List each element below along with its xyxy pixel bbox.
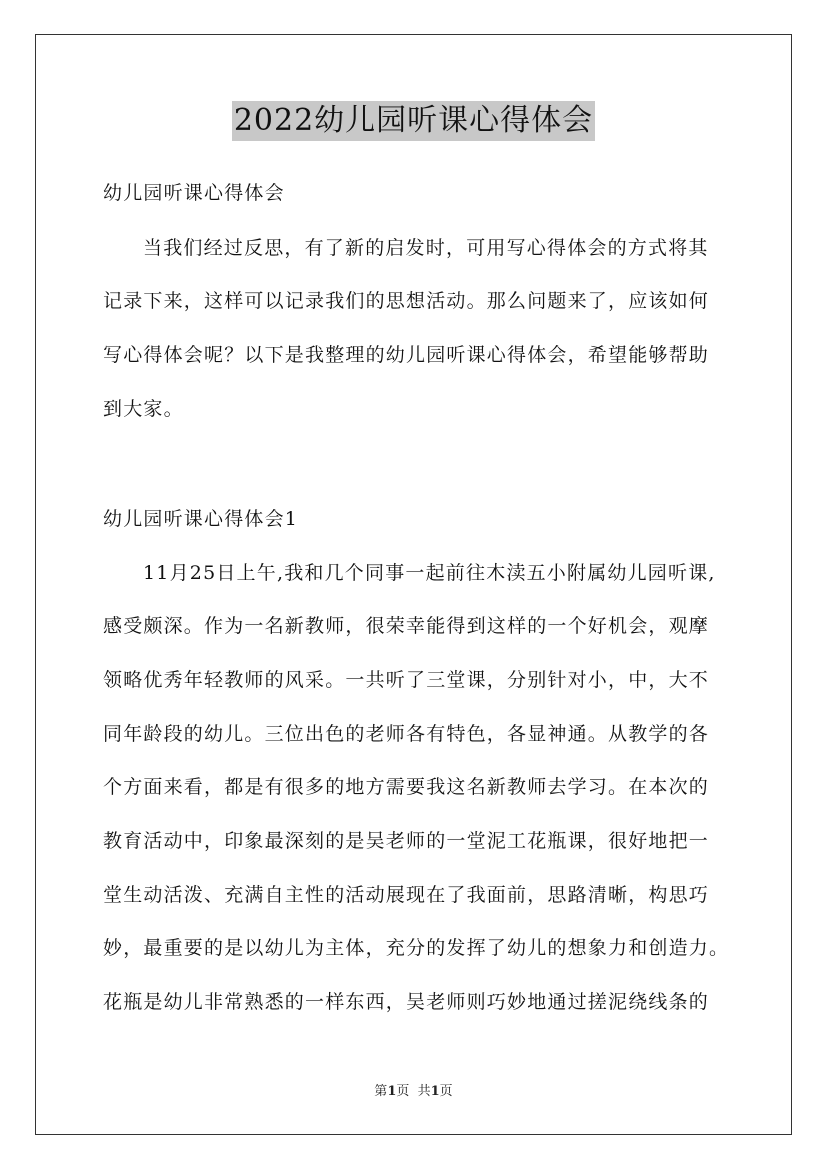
- footer-page-current: 1: [387, 1084, 397, 1099]
- section-heading: 幼儿园听课心得体会1: [103, 508, 299, 530]
- body-line: 领略优秀年轻教师的风采。一共听了三堂课，分别针对小，中，大不: [103, 669, 710, 691]
- footer-prefix: 第: [374, 1084, 388, 1099]
- body-line: 感受颇深。作为一名新教师，很荣幸能得到这样的一个好机会，观摩: [103, 615, 710, 637]
- footer-mid: 页 共: [396, 1084, 431, 1099]
- document-title-text: 2022幼儿园听课心得体会: [232, 101, 595, 141]
- body-line: 11月25日上午,我和几个同事一起前往木渎五小附属幼儿园听课,: [143, 562, 716, 584]
- body-line: 同年龄段的幼儿。三位出色的老师各有特色，各显神通。从教学的各: [103, 723, 710, 745]
- intro-line: 当我们经过反思，有了新的启发时，可用写心得体会的方式将其: [143, 237, 709, 259]
- intro-line: 写心得体会呢？以下是我整理的幼儿园听课心得体会，希望能够帮助: [103, 344, 710, 366]
- document-title: [0, 101, 827, 141]
- body-line: 花瓶是幼儿非常熟悉的一样东西，吴老师则巧妙地通过搓泥绕线条的: [103, 991, 710, 1013]
- subtitle: 幼儿园听课心得体会: [103, 182, 285, 204]
- footer-suffix: 页: [439, 1084, 453, 1099]
- body-line: 个方面来看，都是有很多的地方需要我这名新教师去学习。在本次的: [103, 776, 710, 798]
- body-line: 妙，最重要的是以幼儿为主体，充分的发挥了幼儿的想象力和创造力。: [103, 937, 730, 959]
- footer-page-total: 1: [430, 1084, 440, 1099]
- body-line: 教育活动中，印象最深刻的是吴老师的一堂泥工花瓶课，很好地把一: [103, 830, 710, 852]
- page-footer: [0, 1083, 827, 1101]
- body-line: 堂生动活泼、充满自主性的活动展现在了我面前，思路清晰，构思巧: [103, 884, 710, 906]
- intro-line: 到大家。: [103, 398, 184, 420]
- intro-line: 记录下来，这样可以记录我们的思想活动。那么问题来了，应该如何: [103, 290, 710, 312]
